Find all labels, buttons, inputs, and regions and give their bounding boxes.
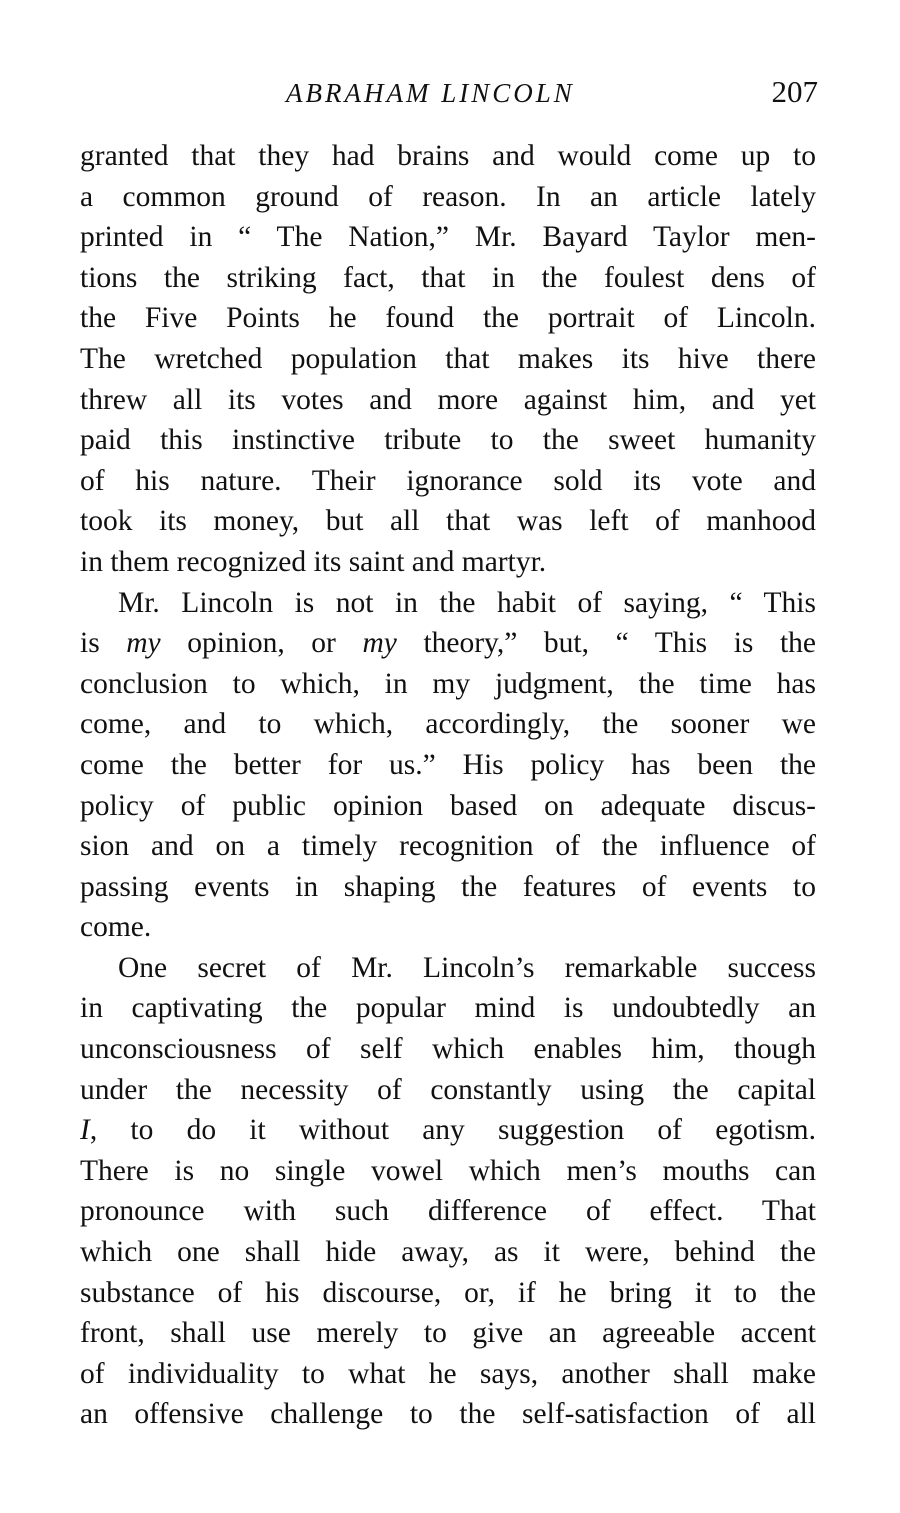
page-number: 207	[771, 74, 818, 109]
text-line: which one shall hide away, as it were, behind the	[80, 1236, 816, 1269]
text-line: an offensive challenge to the self-satisfaction of all	[80, 1398, 816, 1431]
text-line: come, and to which, accordingly, the sooner we	[80, 708, 816, 741]
text-line: The wretched population that makes its hive there	[80, 342, 816, 375]
text-line: a common ground of reason. In an article lately	[80, 180, 816, 213]
text-line: come.	[80, 911, 152, 944]
text-line: tions the striking fact, that in the foulest dens of	[80, 261, 816, 294]
running-title: ABRAHAM LINCOLN	[286, 78, 575, 108]
text-line: front, shall use merely to give an agreeable accent	[80, 1317, 816, 1350]
text-line: threw all its votes and more against him, and yet	[80, 383, 816, 416]
text-line: is my opinion, or my theory,” but, “ This is the	[80, 627, 816, 660]
emphasis: my	[362, 627, 397, 660]
body-text	[80, 136, 816, 1435]
text-line: of individuality to what he says, another shall make	[80, 1357, 816, 1390]
running-head	[80, 74, 818, 114]
text-line: of his nature. Their ignorance sold its vote and	[80, 464, 816, 497]
text-line: paid this instinctive tribute to the sweet humanity	[80, 424, 816, 457]
text-line: There is no single vowel which men’s mouths can	[80, 1154, 816, 1187]
text-line: under the necessity of constantly using the capital	[80, 1073, 816, 1106]
text-line: passing events in shaping the features of events to	[80, 870, 816, 903]
emphasis: I	[80, 1114, 90, 1147]
text-line: I, to do it without any suggestion of egotism.	[80, 1114, 816, 1147]
text-line: the Five Points he found the portrait of Lincoln.	[80, 302, 816, 335]
text-line: substance of his discourse, or, if he bring it to the	[80, 1276, 816, 1309]
text-line: come the better for us.” His policy has been the	[80, 748, 816, 781]
text-line: Mr. Lincoln is not in the habit of saying, “ This	[118, 586, 816, 619]
text-line: in captivating the popular mind is undoubtedly an	[80, 992, 816, 1025]
emphasis: my	[126, 627, 161, 660]
text-line: unconsciousness of self which enables him, though	[80, 1033, 816, 1066]
text-line: conclusion to which, in my judgment, the time has	[80, 667, 816, 700]
text-line: sion and on a timely recognition of the influence of	[80, 830, 816, 863]
text-line: pronounce with such difference of effect. That	[80, 1195, 816, 1228]
text-line: took its money, but all that was left of manhood	[80, 505, 816, 538]
text-line: printed in “ The Nation,” Mr. Bayard Taylor men-	[80, 221, 816, 254]
text-line: One secret of Mr. Lincoln’s remarkable success	[118, 951, 816, 984]
text-line: in them recognized its saint and martyr.	[80, 545, 547, 578]
text-line: policy of public opinion based on adequate discus-	[80, 789, 816, 822]
text-line: granted that they had brains and would come up to	[80, 140, 816, 172]
